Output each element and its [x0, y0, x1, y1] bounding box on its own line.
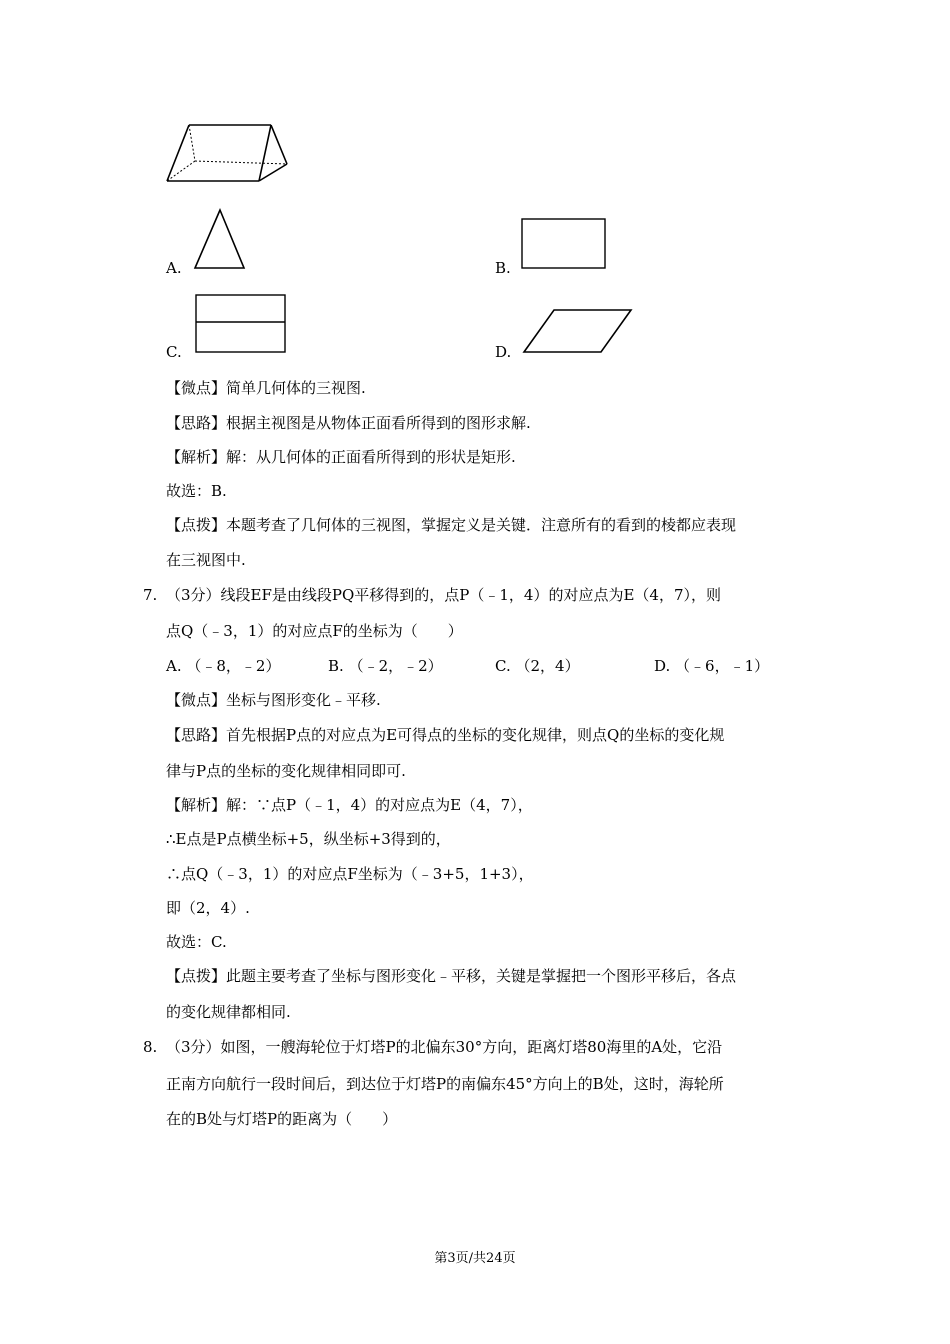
- q6-answer: 故选：B.: [166, 482, 227, 500]
- q7-option-a: [166, 656, 280, 676]
- page-footer: 第3页/共24页: [434, 1251, 516, 1266]
- q7-stem-line-1: （3分）线段EF是由线段PQ平移得到的，点P（﹣1，4）的对应点为E（4，7），则: [166, 586, 722, 604]
- q8-stem-line-1: （3分）如图，一艘海轮位于灯塔P的北偏东30°方向，距离灯塔80海里的A处，它沿: [166, 1038, 723, 1056]
- option-a-label: A.: [166, 259, 182, 277]
- option-c-label: C.: [166, 343, 182, 361]
- q7-option-a-text: （﹣8，﹣2）: [186, 657, 281, 675]
- q7-option-b-letter: B.: [328, 657, 344, 675]
- q7-jiexi-line-2: ∴E点是P点横坐标+5，纵坐标+3得到的，: [166, 830, 451, 848]
- option-d-parallelogram: [522, 308, 634, 354]
- prism-figure: [165, 123, 291, 185]
- q7-silu-line-1: 【思路】首先根据P点的对应点为E可得点的坐标的变化规律，则点Q的坐标的变化规: [166, 726, 725, 744]
- q6-dianbo-line-2: 在三视图中.: [166, 551, 246, 569]
- q8-stem-line-3: 在的B处与灯塔P的距离为（ ）: [166, 1110, 398, 1128]
- q7-option-a-letter: A.: [166, 657, 182, 675]
- q7-jiexi-line-4: 即（2，4）.: [166, 899, 250, 917]
- option-b-rectangle: [521, 218, 607, 270]
- q7-answer: 故选：C.: [166, 933, 227, 951]
- q7-dianbo-line-1: 【点拨】此题主要考查了坐标与图形变化﹣平移，关键是掌握把一个图形平移后，各点: [166, 967, 737, 985]
- q6-dianbo-line-1: 【点拨】本题考查了几何体的三视图，掌握定义是关键．注意所有的看到的棱都应表现: [166, 516, 737, 534]
- q7-stem-line-2: 点Q（﹣3，1）的对应点F的坐标为（ ）: [166, 622, 463, 640]
- q7-jiexi-line-1: 【解析】解：∵点P（﹣1，4）的对应点为E（4，7），: [166, 796, 533, 814]
- q7-number: 7.: [143, 586, 158, 604]
- q6-silu: 【思路】根据主视图是从物体正面看所得到的图形求解.: [166, 414, 531, 432]
- q7-dianbo-line-2: 的变化规律都相同.: [166, 1003, 291, 1021]
- q7-option-d: [654, 656, 769, 676]
- q6-weidian: 【微点】简单几何体的三视图.: [166, 379, 366, 397]
- q7-option-d-text: （﹣6，﹣1）: [675, 657, 770, 675]
- option-b-label: B.: [495, 259, 511, 277]
- q7-option-c-letter: C.: [495, 657, 511, 675]
- q7-jiexi-line-3: ∴点Q（﹣3，1）的对应点F坐标为（﹣3+5，1+3），: [166, 865, 534, 883]
- q7-option-b: [328, 656, 443, 676]
- q7-option-c: [495, 656, 580, 676]
- q7-option-b-text: （﹣2，﹣2）: [348, 657, 443, 675]
- q7-option-d-letter: D.: [654, 657, 671, 675]
- q8-stem-line-2: 正南方向航行一段时间后，到达位于灯塔P的南偏东45°方向上的B处，这时，海轮所: [166, 1075, 724, 1093]
- option-a-triangle: [193, 208, 247, 270]
- option-c-split-rectangle: [195, 294, 287, 354]
- q8-number: 8.: [143, 1038, 158, 1056]
- q6-jiexi: 【解析】解：从几何体的正面看所得到的形状是矩形.: [166, 448, 516, 466]
- q7-option-c-text: （2，4）: [515, 657, 580, 675]
- q7-weidian: 【微点】坐标与图形变化﹣平移.: [166, 691, 381, 709]
- q7-silu-line-2: 律与P点的坐标的变化规律相同即可.: [166, 762, 406, 780]
- option-d-label: D.: [495, 343, 512, 361]
